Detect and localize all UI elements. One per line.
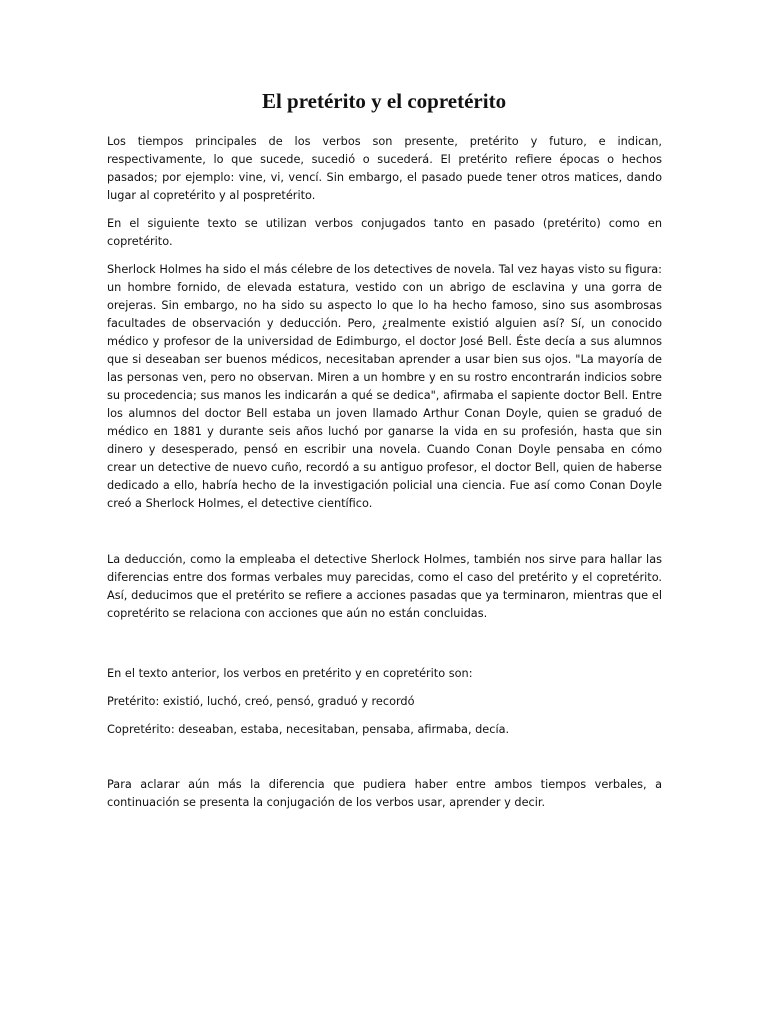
verbs-list-section	[107, 665, 662, 749]
paragraph-sherlock-story: Sherlock Holmes ha sido el más célebre de los detectives de novela. Tal vez hayas visto su figura: un hombre fornido, de elevada estatura, vestido con un abrigo de esclavina y una gorra de orejeras. Sin embargo, no ha sido su aspecto lo que lo ha hecho famoso, sino sus asombrosas facultades de observación y deducción. Pero, ¿realmente existió alguien así? Sí, un conocido médico y profesor de la universidad de Edimburgo, el doctor José Bell. Éste decía a sus alumnos que si deseaban ser buenos médicos, necesitaban aprender a usar bien sus ojos. "La mayoría de las personas ven, pero no observan. Miren a un hombre y en su rostro encontrarán indicios sobre su procedencia; sus manos les indicarán a qué se dedica", afirmaba el sapiente doctor Bell. Entre los alumnos del doctor Bell estaba un joven llamado Arthur Conan Doyle, quien se graduó de médico en 1881 y durante seis años luchó por ganarse la vida en su profesión, hasta que sin dinero y desesperado, pensó en escribir una novela. Cuando Conan Doyle pensaba en cómo crear un detective de nuevo cuño, recordó a su antiguo profesor, el doctor Bell, quien de haberse dedicado a ello, habría hecho de la investigación policial una ciencia. Fue así como Conan Doyle creó a Sherlock Holmes, el detective científico.	[107, 263, 662, 510]
paragraph-deduction: La deducción, como la empleaba el detective Sherlock Holmes, también nos sirve para hallar las diferencias entre dos formas verbales muy parecidas, como el caso del pretérito y el copretérito. Así, deducimos que el pretérito se refiere a acciones pasadas que ya terminaron, mientras que el copretérito se relaciona con acciones que aún no están concluidas.	[107, 553, 662, 620]
paragraph-verbs-intro: En el texto anterior, los verbos en pretérito y en copretérito son:	[107, 667, 473, 680]
paragraph-intro: Los tiempos principales de los verbos son presente, pretérito y futuro, e indican, respectivamente, lo que sucede, sucedió o sucederá. El pretérito refiere épocas o hechos pasados; por ejemplo: vine, vi, vencí. Sin embargo, el pasado puede tener otros matices, dando lugar al copretérito y al pospretérito.	[107, 135, 662, 202]
closing-section	[107, 776, 662, 822]
paragraph-copreterito-list: Copretérito: deseaban, estaba, necesitaban, pensaba, afirmaba, decía.	[107, 723, 510, 736]
paragraph-text-intro: En el siguiente texto se utilizan verbos conjugados tanto en pasado (pretérito) como en copretérito.	[107, 217, 662, 248]
document-title: El pretérito y el copretérito	[261, 89, 507, 113]
paragraph-closing: Para aclarar aún más la diferencia que pudiera haber entre ambos tiempos verbales, a continuación se presenta la conjugación de los verbos usar, aprender y decir.	[107, 778, 662, 809]
deduction-section	[107, 551, 662, 633]
intro-section	[107, 133, 662, 523]
paragraph-preterito-list: Pretérito: existió, luchó, creó, pensó, graduó y recordó	[107, 695, 415, 708]
